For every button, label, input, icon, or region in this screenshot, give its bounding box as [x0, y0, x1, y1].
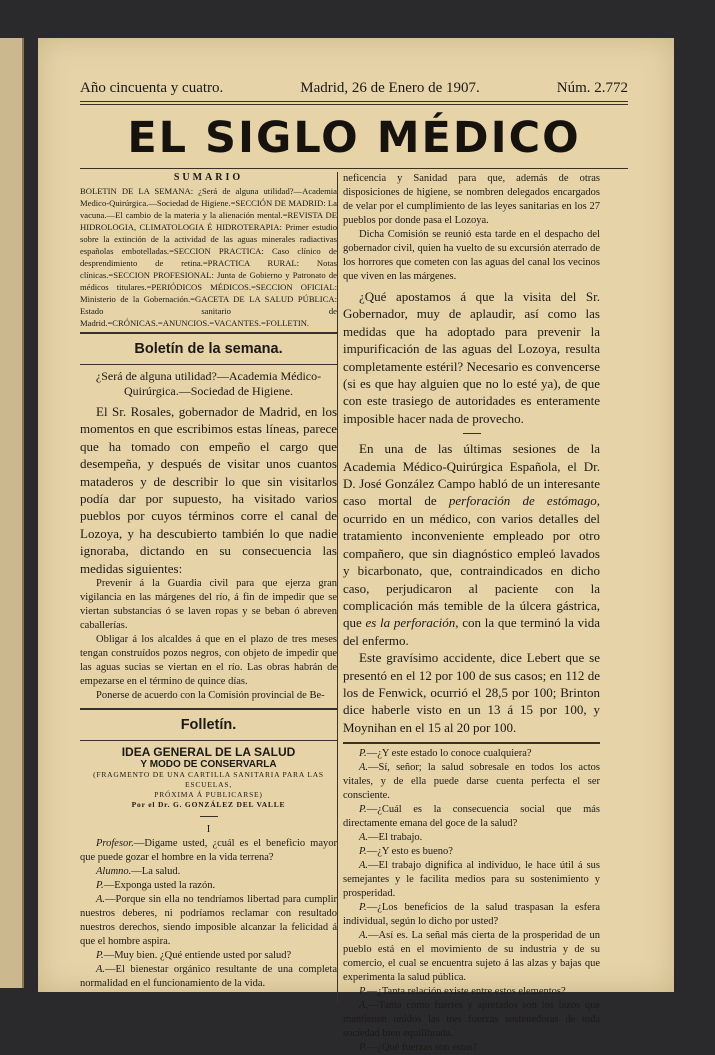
folletin-numeral: I [206, 824, 211, 836]
speaker: P. [359, 804, 367, 816]
line-text: —El trabajo dignifica al individuo, le hace útil á sus semejantes y le facilita medios para su sostenimiento y prosperidad. [343, 860, 600, 900]
speaker: Alumno. [96, 866, 132, 878]
speaker: P. [96, 950, 104, 962]
line-text: —La salud. [131, 866, 181, 878]
speaker: A. [359, 832, 369, 844]
dialogue-line [343, 901, 600, 929]
speaker: P. [359, 748, 367, 760]
header-rule-2 [80, 104, 628, 105]
text-run-italic: es la perforación [365, 615, 456, 631]
line-text: —Así es. La señal más cierta de la prosperidad de un pueblo está en el movimiento de su industria y de su comercio, el cual se encuentra sujeto á las alzas y bajas que experimenta la salud pública. [343, 930, 600, 984]
lebert-paragraph: Este gravísimo accidente, dice Lebert que se presentó en el 12 por 100 de sus casos; en 112 de los de Fenwick, ocurrió el 28,5 por 100; Brinton dice haberle visto en un 13 á 15 por 100, y Moynihan en el 15 al 20 por 100. [343, 650, 600, 735]
short-dash [200, 816, 218, 817]
line-text: —¿Y esto es bueno? [366, 846, 453, 858]
folletin-dialogue [80, 837, 337, 991]
speaker: P. [359, 1042, 367, 1054]
boletin-measure-3: Ponerse de acuerdo con la Comisión provincial de Be- [96, 690, 325, 702]
dialogue-line [343, 761, 600, 803]
gobernador-paragraph: ¿Qué apostamos á que la visita del Sr. Gobernador, muy de aplaudir, así como las medidas que ha adoptado para prevenir la impurificación de las aguas del Lozoya, resulta completamente estéril? Necesario es convencerse (si es que hay alguien que no lo esté ya), de que con este trasiego de autoridades es enteramente imposible hacer nada de provecho. [343, 289, 600, 426]
speaker: P. [359, 846, 367, 858]
short-dash [463, 433, 481, 434]
speaker: A. [96, 964, 106, 976]
line-text: —¿Y este estado lo conoce cualquiera? [366, 748, 532, 760]
boletin-heading: Boletín de la semana. [134, 341, 283, 357]
header-number: Núm. 2.772 [556, 80, 628, 96]
divider [80, 364, 337, 365]
academia-paragraph [343, 440, 600, 649]
text-run: En una de las últimas sesiones de la Academia Médico-Quirúrgica Española, el Dr. D. José González Campo habló de un interesante caso mortal de [343, 441, 600, 509]
folletin-heading: Folletín. [180, 717, 237, 734]
boletin-measure-2: Obligar á los alcaldes á que en el plazo de tres meses tengan construídos pozos negros, con objeto de impedir que las aguas sucias se viertan en el río. Las obras habrán de empezarse en el término de quince días. [80, 634, 337, 688]
line-text: —Exponga usted la razón. [103, 880, 216, 892]
dialogue-line [80, 949, 337, 963]
folletin-subtitle: Y MODO DE CONSERVARLA [140, 759, 277, 771]
right-dialogue [343, 747, 600, 1055]
dialogue-line [80, 879, 337, 893]
sumario-title: SUMARIO [173, 172, 244, 183]
line-text: —¿Qué fuerzas son estas? [366, 1042, 478, 1054]
continuation-paragraph: neficencia y Sanidad para que, además de otras disposiciones de higiene, se nombren delegados encargados de velar por el cumplimiento de las leyes sanitarias en los 27 pueblos por donde pasa el Lozoya. [343, 173, 600, 226]
boletin-paragraph: El Sr. Rosales, gobernador de Madrid, en los momentos en que escribimos estas líneas, parece que ha tomado con empeño el cargo que desempeña, y después de visitar unos cuantos mataderos y de describir lo que sin visitarlos podía dar por supuesto, ha visitado varios pueblos por cuyos términos corre el canal de Lozoya, y ha descubierto también lo que nadie ignoraba, dictando en su consecuencia las medidas siguientes: [80, 404, 337, 576]
speaker: A. [359, 762, 369, 774]
line-text: —¿Cuál es la consecuencia social que más directamente emana del goce de la salud? [343, 804, 600, 830]
text-run: , con la que terminó la vida del enfermo. [343, 615, 600, 648]
line-text: —Sí, señor; la salud sobresale en todos los actos vitales, y de ella puede darse cuenta perfecta el ser consciente. [343, 762, 600, 802]
line-text: —Digame usted, ¿cuál es el beneficio mayor que puede gozar el hombre en la vida terrena? [80, 838, 337, 864]
column-divider [337, 172, 338, 1004]
dialogue-line [80, 893, 337, 949]
divider [80, 708, 337, 710]
dialogue-line [80, 837, 337, 865]
dialogue-line [343, 831, 600, 845]
dialogue-line [343, 747, 600, 761]
line-text: —Porque sin ella no tendríamos libertad para cumplir nuestros deberes, ni podríamos reclamar con resultado nuestros derechos, siendo imposible alcanzar la felicidad á que el hombre aspira. [80, 894, 337, 948]
divider [80, 332, 337, 334]
speaker: A. [359, 860, 369, 872]
folletin-note-1: (FRAGMENTO DE UNA CARTILLA SANITARIA PARA LAS ESCUELAS, [93, 770, 324, 790]
boletin-measure-1: Prevenir á la Guardia civil para que ejerza gran vigilancia en las márgenes del río, á fin de impedir que se viertan substancias ó se laven ropas y se beban ó abreven caballerías. [80, 578, 337, 632]
line-text: —El bienestar orgánico resultante de una completa normalidad en el funcionamiento de la vida. [80, 964, 337, 990]
speaker: A. [96, 894, 106, 906]
dialogue-line [343, 803, 600, 831]
dialogue-line [343, 929, 600, 985]
left-page-edge [0, 38, 24, 988]
line-text: —Tanta como fuertes y apretados son los lazos que mantienen unidos las tres fuerzas sostenedoras de toda sociedad bien equilibrada. [343, 1000, 600, 1040]
dialogue-line [343, 985, 600, 999]
page-header [80, 80, 628, 97]
header-rule [80, 101, 628, 102]
line-text: —El trabajo. [368, 832, 423, 844]
divider [343, 742, 600, 744]
line-text: —¿Los beneficios de la salud traspasan la esfera individual, según lo dicho por usted? [343, 902, 600, 928]
newspaper-page [38, 38, 674, 1054]
header-date: Madrid, 26 de Enero de 1907. [300, 80, 480, 96]
left-column [80, 172, 337, 991]
line-text: —Muy bien. ¿Qué entiende usted por salud? [103, 950, 292, 962]
speaker: Profesor. [96, 838, 134, 850]
speaker: P. [96, 880, 104, 892]
dialogue-line [80, 865, 337, 879]
folletin-author: Por el Dr. G. GONZÁLEZ DEL VALLE [131, 800, 286, 810]
folletin-note-2: PRÓXIMA Á PUBLICARSE) [154, 790, 263, 800]
dialogue-line [80, 963, 337, 991]
right-column [343, 172, 600, 1055]
folletin-title: IDEA GENERAL DE LA SALUD [121, 745, 296, 760]
masthead-rule [80, 168, 628, 169]
dialogue-line [343, 845, 600, 859]
text-run: , ocurrido en un médico, con varios detalles del tratamiento inconveniente empleado por otro compañero, que sin diagnóstico empleó lavados y bicarbonato, que, contraindicados en dicho caso, perjudicaron al paciente con la complicación más temible de la úlcera gástrica, que [343, 493, 601, 631]
speaker: P. [359, 902, 367, 914]
speaker: A. [359, 930, 369, 942]
dialogue-line [343, 859, 600, 901]
dialogue-line [343, 999, 600, 1041]
sumario-text: BOLETIN DE LA SEMANA: ¿Será de alguna utilidad?—Academia Medico-Quirúrgica.—Sociedad de Higiene.=SECCIÓN DE MADRID: La vacuna.—El cambio de la materia y la alienación mental.=REVISTA DE HIDROLOGIA, CLIMATOLOGIA É HIDROTERAPIA: Primer estudio sobre la extinción de la actividad de las aguas minerales radiactivas españolas embotelladas.=SECCION PRACTICA: Caso clínico de desprendimiento de retina.=PRACTICA RURAL: Notas clínicas.=SECCION PROFESIONAL: Junta de Gobierno y Patronato de médicos titulares.=PERIÓDICOS MÉDICOS.=SECCION OFICIAL: Ministerio de la Gobernación.=GACETA DE LA SALUD PÚBLICA: Estado sanitario de Madrid.=CRÓNICAS.=ANUNCIOS.=VACANTES.=FOLLETIN. [80, 186, 337, 328]
header-year: Año cincuenta y cuatro. [80, 80, 224, 96]
boletin-subtitle: ¿Será de alguna utilidad?—Academia Médico-Quirúrgica.—Sociedad de Higiene. [95, 369, 322, 398]
line-text: —¿Tanta relación existe entre estos elementos? [366, 986, 566, 998]
masthead-title: EL SIGLO MÉDICO [127, 113, 581, 163]
comision-paragraph: Dicha Comisión se reunió esta tarde en el despacho del gobernador civil, quien ha vuelto de su excursión aterrado de los horrores que cometen con las aguas del canal los vecinos que viven en las márgenes. [343, 229, 600, 282]
text-run-italic: perforación de estómago [448, 493, 597, 509]
speaker: P. [359, 986, 367, 998]
divider [80, 740, 337, 741]
dialogue-line [343, 1041, 600, 1055]
speaker: A. [359, 1000, 369, 1012]
